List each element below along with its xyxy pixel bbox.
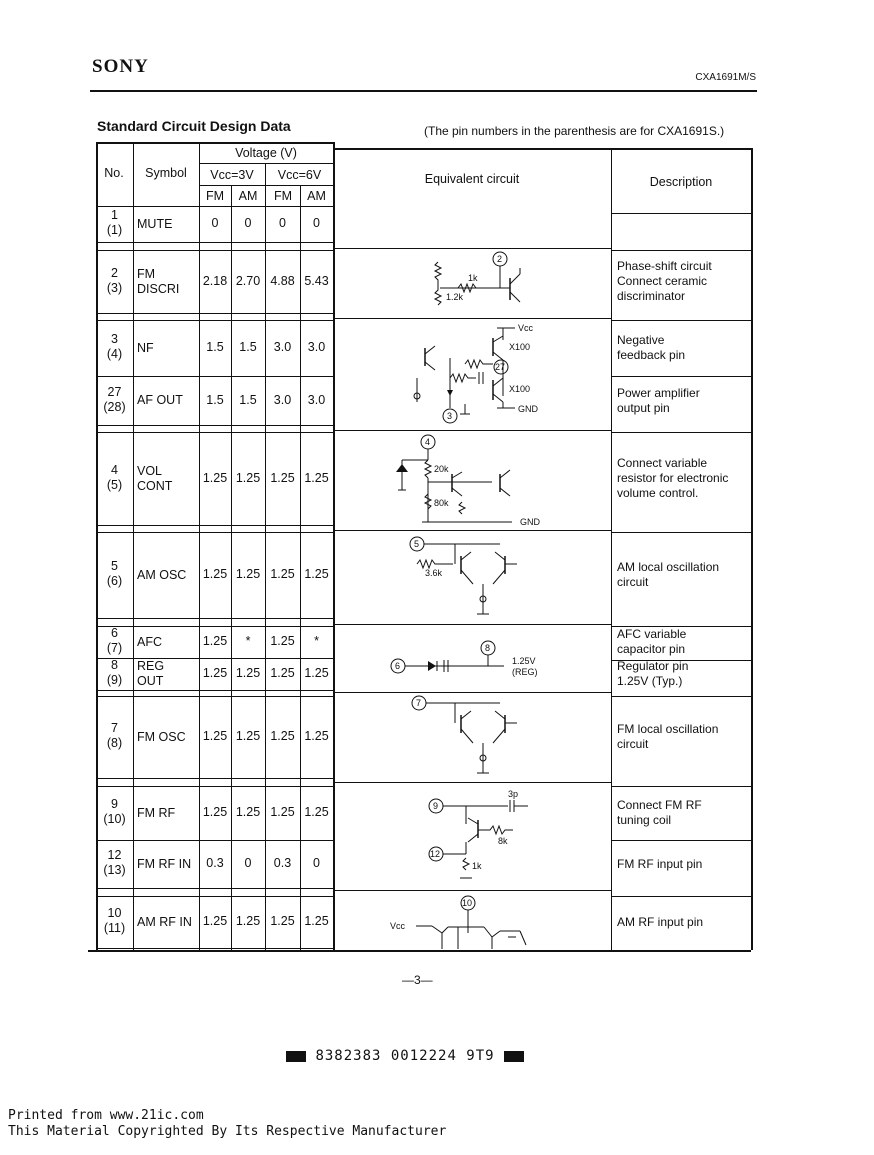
row-description-line: Negative [617,333,665,347]
row-symbol-line: DISCRI [137,281,180,296]
row-no: 8 [111,658,118,672]
row-symbol [137,915,199,930]
row-pin: (8) [106,736,123,750]
row-voltage: 3.0 [273,392,292,407]
row-description-line: Regulator pin [617,659,689,673]
row-pin: (5) [106,477,123,492]
table-rule [96,206,333,207]
row-number [96,332,133,362]
row-description-line: output pin [617,400,670,415]
header-description: Description [649,175,713,189]
table-rule [96,320,333,321]
row-no: 6 [111,626,118,640]
row-number [96,463,133,493]
row-voltage: 1.25 [202,805,228,819]
row-voltage: 1.25 [270,729,295,743]
row-number [96,266,133,296]
row-number [96,208,133,238]
row-pin: (10) [103,812,126,826]
row-voltage: 1.25 [270,805,295,819]
row-voltage: 1.25 [202,666,228,680]
table-rule [96,948,333,949]
row-voltage: 3.0 [307,392,326,407]
table-rule [751,148,753,950]
row-voltage: 3.0 [307,340,326,354]
row-voltage: 1.25 [235,666,261,680]
table-rule [333,624,611,625]
discri-pin-label: 2 [497,254,503,264]
table-rule [96,888,333,889]
row-number [96,626,133,656]
row-pin: (9) [106,673,123,687]
row-voltage: 1.25 [235,470,261,485]
nf-pin27-label: 27 [495,362,506,372]
row-voltage: 1.5 [239,392,257,407]
row-description-line: volume control. [617,486,699,500]
amrf-pin-label: 10 [462,898,473,908]
row-symbol-line: FM [137,266,156,281]
row-voltage: 1.25 [202,914,228,928]
row-symbol [137,464,199,494]
row-symbol [137,730,199,745]
row-description-line: Connect FM RF [617,798,702,812]
part-number: CXA1691M/S [695,72,756,83]
amosc-pin-label: 5 [414,539,420,549]
table-rule [96,778,333,779]
nf-pin3-label: 3 [447,411,453,421]
fm-osc-circuit [405,693,535,778]
row-description-line: discriminator [617,289,686,303]
row-no: 1 [111,208,118,222]
table-rule [96,618,333,619]
reg-v2-label: (REG) [512,667,538,677]
table-rule [611,320,751,321]
row-number [96,906,133,936]
row-pin: (4) [106,347,123,361]
row-symbol [137,341,199,356]
footer-line-1: Printed from www.21ic.com [8,1108,204,1123]
row-symbol [137,857,199,872]
table-rule [611,696,751,697]
table-rule [96,896,333,897]
row-description-line: feedback pin [617,348,686,362]
barcode [286,1048,524,1064]
table-rule [333,142,335,950]
row-symbol-line: MUTE [137,216,173,231]
row-voltage: 0 [244,856,252,870]
amrf-vcc-label: Vcc [390,921,406,931]
table-rule [96,840,333,841]
row-voltage: 1.25 [202,470,228,485]
row-number [96,385,133,415]
row-description [617,560,751,590]
row-symbol-line: AF OUT [137,393,183,407]
row-voltage: 0 [313,856,320,870]
row-description-line: capacitor pin [617,642,686,656]
row-symbol-line: FM OSC [137,729,186,744]
row-symbol [137,806,199,821]
header-fm-6v: FM [273,189,293,203]
header-symbol: Symbol [145,166,187,180]
table-rule [199,163,333,164]
table-rule [96,142,98,950]
row-description [617,259,751,304]
table-rule [96,250,333,251]
row-voltage: 1.25 [270,914,295,928]
row-no: 2 [111,265,118,280]
brand-logo: SONY [92,56,149,77]
table-rule [333,148,751,150]
row-description [617,627,751,657]
row-description-line: circuit [617,737,649,751]
nf-x100-bottom: X100 [509,384,531,394]
table-rule [199,142,200,950]
fmosc-pin-label: 7 [416,698,422,708]
row-description [617,857,751,872]
row-voltage: 4.88 [270,273,295,288]
row-symbol [137,393,199,408]
header-am-3v: AM [238,189,258,203]
header-fm-3v: FM [205,189,225,203]
row-description-line: resistor for electronic [617,471,729,485]
row-voltage: 0 [211,216,219,230]
row-voltage: 1.25 [304,805,329,819]
row-description-line: Connect ceramic [617,274,708,288]
row-voltage: 2.18 [202,273,228,288]
row-no: 27 [107,384,122,399]
row-description [617,722,751,752]
reg-pin8-label: 8 [485,643,491,653]
row-symbol-line: FM RF IN [137,856,192,871]
row-voltage: * [245,634,251,648]
row-symbol [137,267,199,297]
row-voltage: 1.5 [206,392,224,407]
row-description-line: AM RF input pin [617,914,704,929]
row-voltage: 3.0 [273,340,292,354]
section-title: Standard Circuit Design Data [97,118,291,134]
table-rule [96,242,333,243]
table-rule [96,690,333,691]
row-voltage: 1.25 [304,914,329,928]
row-voltage: 1.25 [304,470,329,485]
row-description-line: FM RF input pin [617,856,703,871]
table-rule [611,376,751,377]
row-pin: (13) [103,863,126,877]
row-description [617,659,751,689]
row-description-line: AM local oscillation [617,560,720,574]
table-rule [96,425,333,426]
row-no: 7 [111,721,118,735]
row-description [617,386,751,416]
row-voltage: 1.25 [270,567,295,581]
nf-afout-circuit [405,318,555,428]
table-rule [96,432,333,433]
row-symbol [137,568,199,583]
table-rule [611,213,751,214]
table-rule [96,376,333,377]
nf-x100-top: X100 [509,342,531,352]
fmrf-r8-label: 8k [498,836,508,846]
row-description [617,915,751,930]
table-rule [611,786,751,787]
row-voltage: 0.3 [273,856,292,870]
row-description [617,798,751,828]
row-voltage: 1.25 [235,805,261,819]
row-symbol-line: FM RF [137,805,176,820]
row-symbol-line: VOL [137,463,163,478]
barcode-block-left [286,1051,306,1062]
barcode-block-right [504,1051,524,1062]
table-rule [96,313,333,314]
row-symbol [137,217,199,232]
row-voltage: 1.5 [239,340,257,354]
row-description-line: 1.25V (Typ.) [617,674,683,688]
row-description-line: tuning coil [617,813,672,827]
row-no: 12 [107,848,122,862]
row-pin: (6) [106,574,123,588]
row-pin: (28) [103,399,126,414]
row-voltage: 0 [313,216,320,230]
row-pin: (11) [103,921,126,935]
reg-pin6-label: 6 [395,661,401,671]
row-description-line: AFC variable [617,627,687,641]
row-symbol-line: AFC [137,634,162,649]
vol-r1-label: 20k [434,464,449,474]
row-voltage: 1.25 [270,634,295,648]
row-no: 10 [107,906,122,920]
nf-gnd-label: GND [518,404,538,414]
row-symbol-line: AM OSC [137,567,187,582]
row-pin: (3) [106,280,123,295]
section-note: (The pin numbers in the parenthesis are for CXA1691S.) [424,124,725,138]
am-rf-in-circuit [388,893,548,958]
nf-vcc-label: Vcc [518,323,534,333]
row-voltage: 1.5 [206,340,224,354]
row-no: 4 [111,462,118,477]
table-rule [96,142,333,144]
footer [8,1108,446,1140]
row-voltage: 1.25 [202,634,228,648]
row-description-line: Connect variable [617,456,708,470]
table-rule [611,840,751,841]
row-description-line: FM local oscillation [617,722,719,736]
table-rule [611,532,751,533]
row-voltage: 1.25 [304,567,329,581]
row-number [96,797,133,827]
table-rule [96,532,333,533]
vol-cont-circuit [392,432,552,527]
row-voltage: 5.43 [304,273,329,288]
table-rule [333,890,611,891]
table-rule [133,142,134,950]
row-no: 5 [111,559,118,573]
row-pin: (1) [106,223,123,237]
row-description [617,333,751,363]
row-voltage: 1.25 [304,666,329,680]
header-equivalent-circuit: Equivalent circuit [424,172,520,186]
row-voltage: 1.25 [270,666,295,680]
header-rule [90,90,757,92]
row-symbol-line: NF [137,340,154,355]
row-voltage: 1.25 [202,729,228,743]
table-rule [611,896,751,897]
fmrf-pin12-label: 12 [430,849,441,859]
row-symbol-line: CONT [137,478,173,493]
header-am-6v: AM [307,189,326,203]
amosc-r-label: 3.6k [425,568,443,578]
table-rule [611,250,751,251]
table-rule [611,432,751,433]
vol-pin-label: 4 [425,437,431,447]
table-rule [96,696,333,697]
discri-r1-label: 1k [468,273,478,283]
reg-circuit [384,640,554,690]
row-voltage: 1.25 [235,567,261,581]
vol-r2-label: 80k [434,498,449,508]
row-description-line: circuit [617,575,649,589]
fmrf-r1-label: 1k [472,861,482,871]
header-voltage: Voltage (V) [235,146,297,160]
table-rule [96,786,333,787]
row-symbol-line: OUT [137,674,164,688]
row-voltage: 1.25 [235,729,261,743]
row-voltage: 0 [244,216,252,230]
fm-rf-circuit [420,786,550,886]
row-description-line: Phase-shift circuit [617,259,712,273]
header-no: No. [104,166,124,180]
barcode-text: 8382383 0012224 9T9 [315,1048,495,1064]
table-rule [333,430,611,431]
row-voltage: 1.25 [270,470,295,485]
row-number [96,658,133,688]
table-rule [199,185,333,186]
table-rule [333,248,611,249]
fmrf-cap-label: 3p [508,789,519,799]
row-no: 9 [111,797,118,811]
row-voltage: 0 [279,216,286,230]
footer-line-2: This Material Copyrighted By Its Respective Manufacturer [8,1124,447,1139]
vol-gnd-label: GND [520,517,540,527]
discri-circuit [420,250,540,310]
table-rule [611,148,612,950]
table-rule [96,525,333,526]
row-pin: (7) [106,641,123,655]
header-vcc3: Vcc=3V [210,168,254,182]
row-symbol [137,659,199,689]
row-symbol [137,635,199,650]
row-voltage: 2.70 [235,273,261,288]
row-number [96,721,133,751]
discri-r2-label: 1.2k [446,292,464,302]
row-voltage: * [314,634,319,648]
table-rule [333,530,611,531]
am-osc-circuit [405,534,535,619]
row-symbol-line: REG [137,659,165,673]
row-number [96,848,133,878]
fmrf-pin9-label: 9 [433,801,439,811]
row-voltage: 1.25 [202,567,228,581]
row-no: 3 [111,332,118,346]
row-voltage: 1.25 [304,729,329,743]
row-voltage: 1.25 [235,914,261,928]
reg-v1-label: 1.25V [512,656,536,666]
page-number: —3— [402,973,433,987]
header-vcc6: Vcc=6V [277,168,322,182]
row-symbol-line: AM RF IN [137,914,192,929]
row-number [96,559,133,589]
row-description-line: Power amplifier [617,385,700,400]
row-voltage: 0.3 [206,856,224,870]
table-rule [333,782,611,783]
row-description [617,456,751,501]
